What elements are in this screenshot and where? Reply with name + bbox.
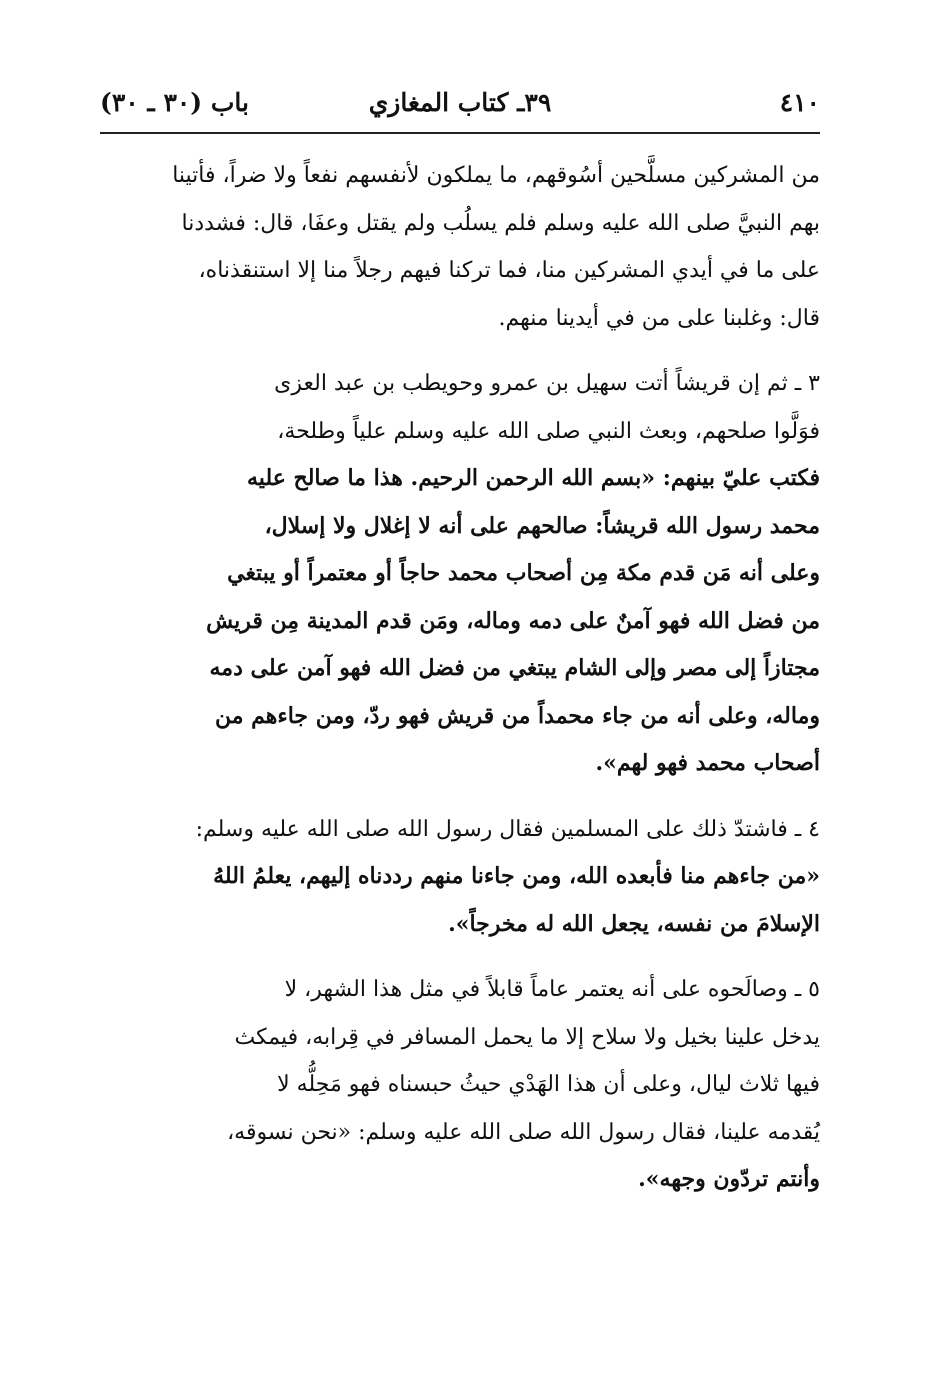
paragraph-4 [108,966,820,1204]
page-header [100,80,820,134]
text-line: بهم النبيَّ صلى الله عليه وسلم فلم يسلُب ولم يقتل وعفَا، قال: فشددنا [181,210,820,236]
text-line: ٣ ـ ثم إن قريشاً أتت سهيل بن عمرو وحويطب بن عبد العزى [274,371,820,396]
text-line: وماله، وعلى أنه من جاء محمداً من قريش فهو ردّ، ومن جاءهم من [214,702,820,729]
text-line: قال: وغلبنا على من في أيدينا منهم. [498,305,820,331]
text-line: يُقدمه علينا، فقال رسول الله صلى الله عليه وسلم: «نحن نسوقه، [227,1119,820,1145]
text-line: من المشركين مسلَّحين أسُوقهم، ما يملكون لأنفسهم نفعاً ولا ضراً، فأتينا [172,163,820,188]
text-line: الإسلامَ من نفسه، يجعل الله له مخرجاً». [448,910,820,937]
text-line: ٥ ـ وصالَحوه على أنه يعتمر عاماً قابلاً في مثل هذا الشهر، لا [284,977,820,1002]
text-line: فيها ثلاث ليال، وعلى أن هذا الهَدْي حيثُ حبسناه فهو مَحِلُّه لا [277,1072,820,1097]
text-line: ٤ ـ فاشتدّ ذلك على المسلمين فقال رسول الله صلى الله عليه وسلم: [195,816,820,842]
text-line: وعلى أنه مَن قدم مكة مِن أصحاب محمد حاجاً أو معتمراً أو يبتغي [227,560,820,586]
chapter-heading: باب (٣٠ ـ ٣٠) [100,88,249,117]
header-divider [100,132,820,134]
page-body [108,152,820,1204]
text-line: فوَلَّوا صلحهم، وبعث النبي صلى الله عليه وسلم علياً وطلحة، [277,418,820,444]
book-title: ٣٩ـ كتاب المغازي [368,88,552,117]
text-line: على ما في أيدي المشركين منا، فما تركنا فيهم رجلاً منا إلا استنقذناه، [198,258,820,283]
text-line: «من جاءهم منا فأبعده الله، ومن جاءنا منهم رددناه إليهم، يعلمُ اللهُ [213,863,820,889]
text-line: أصحاب محمد فهو لهم». [595,750,820,776]
text-line: مجتازاً إلى مصر وإلى الشام يبتغي من فضل الله فهو آمن على دمه [209,655,820,681]
text-line: وأنتم تردّون وجهه». [638,1166,820,1192]
paragraph-1 [108,152,820,342]
paragraph-2 [108,360,820,788]
page-number: ٤١٠ [779,88,820,117]
text-line: من فضل الله فهو آمنٌ على دمه وماله، ومَن قدم المدينة مِن قريش [206,607,820,634]
text-line: فكتب عليّ بينهم: «بسم الله الرحمن الرحيم. هذا ما صالح عليه [247,465,820,491]
text-line: محمد رسول الله قريشاً: صالحهم على أنه لا إغلال ولا إسلال، [264,512,820,539]
paragraph-3 [108,806,820,949]
text-line: يدخل علينا بخيل ولا سلاح إلا ما يحمل المسافر في قِرابه، فيمكث [234,1024,820,1050]
